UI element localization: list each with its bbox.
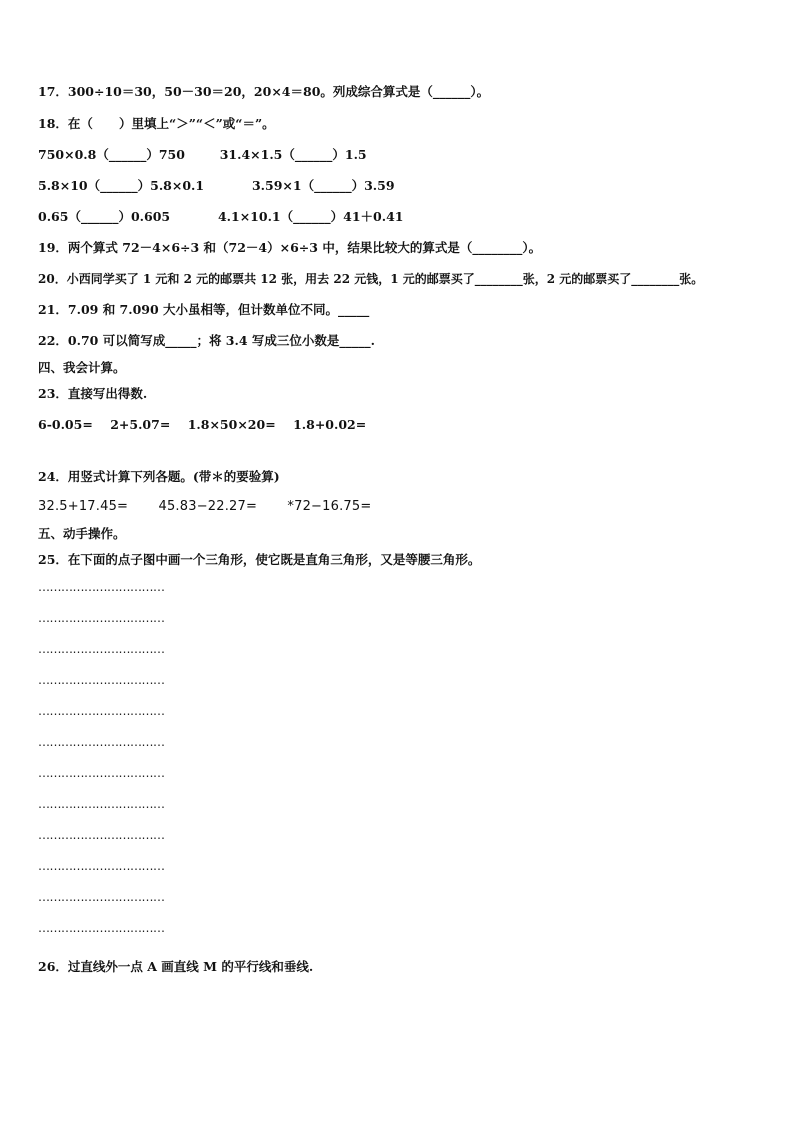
dot-row: …………………………… (38, 797, 165, 811)
dot-row: …………………………… (38, 766, 165, 780)
dot-row: …………………………… (38, 642, 165, 656)
section-5-heading: 五、动手操作。 (38, 526, 126, 541)
question-23: 23．直接写出得数. (38, 386, 148, 401)
dot-row: …………………………… (38, 890, 165, 904)
dot-row: …………………………… (38, 921, 165, 935)
question-17: 17．300÷10＝30，50－30＝20，20×4＝80。列成综合算式是（______）。 (38, 84, 490, 99)
question-24-expressions: 32.5+17.45= 45.83−22.27= *72−16.75= (38, 499, 372, 514)
dot-row: …………………………… (38, 580, 165, 594)
dot-row: …………………………… (38, 859, 165, 873)
dot-row: …………………………… (38, 828, 165, 842)
question-22: 22．0.70 可以简写成_____；将 3.4 写成三位小数是_____. (38, 333, 375, 348)
section-4-heading: 四、我会计算。 (38, 360, 126, 375)
question-20: 20．小西同学买了 1 元和 2 元的邮票共 12 张，用去 22 元钱，1 元的邮票买了________张，2 元的邮票买了________张。 (38, 272, 704, 286)
question-18-row-2: 5.8×10（______）5.8×0.1 3.59×1（______）3.59 (38, 178, 395, 193)
question-19: 19．两个算式 72－4×6÷3 和（72－4）×6÷3 中，结果比较大的算式是（________）。 (38, 240, 542, 255)
question-25: 25．在下面的点子图中画一个三角形，使它既是直角三角形，又是等腰三角形。 (38, 552, 481, 567)
question-24: 24．用竖式计算下列各题。(带＊的要验算) (38, 469, 280, 484)
dot-row: …………………………… (38, 704, 165, 718)
question-18-row-1: 750×0.8（______）750 31.4×1.5（______）1.5 (38, 147, 367, 162)
question-18-row-3: 0.65（______）0.605 4.1×10.1（______）41＋0.41 (38, 209, 404, 224)
question-23-expressions: 6-0.05= 2+5.07= 1.8×50×20= 1.8+0.02= (38, 417, 367, 432)
dot-row: …………………………… (38, 611, 165, 625)
question-26: 26．过直线外一点 A 画直线 M 的平行线和垂线. (38, 959, 314, 974)
question-21: 21．7.09 和 7.090 大小虽相等，但计数单位不同。_____ (38, 302, 370, 317)
question-18: 18．在（ ）里填上“＞”“＜”或“＝”。 (38, 116, 275, 131)
dot-row: …………………………… (38, 735, 165, 749)
dot-row: …………………………… (38, 673, 165, 687)
